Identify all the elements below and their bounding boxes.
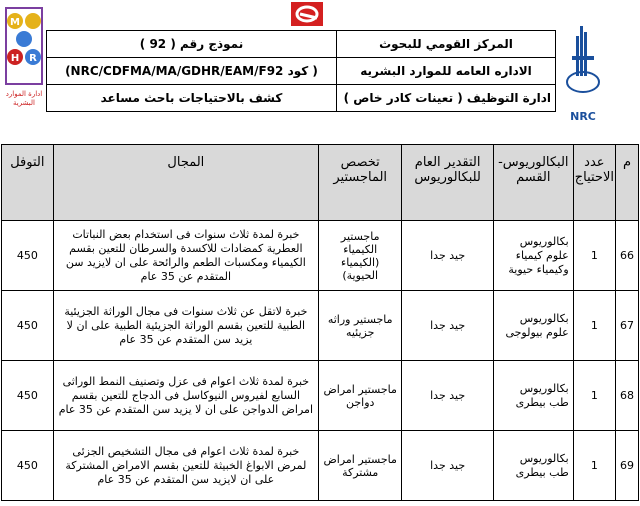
top-emblem-icon xyxy=(291,2,323,26)
svg-text:R: R xyxy=(29,53,37,64)
row-number: 67 xyxy=(616,291,639,361)
institute-name: المركز القومي للبحوث xyxy=(337,31,556,58)
hr-logo-icon xyxy=(4,6,44,86)
row-field: خبرة لمدة ثلاث اعوام فى مجال التشخيص الجزئى لمرض الابواغ الخبيثة للتعين بقسم الامراض المشتركة على ان لايزيد سن المتقدم عن 35 عام xyxy=(53,431,318,501)
section-name: ادارة التوظيف ( تعينات كادر خاص ) xyxy=(337,85,556,112)
col-bachelor-section: البكالوريوس- القسم xyxy=(493,145,573,221)
row-count: 1 xyxy=(573,221,615,291)
needs-table xyxy=(1,144,639,501)
row-master-specialty: ماجستير امراض دواجن xyxy=(319,361,402,431)
row-count: 1 xyxy=(573,361,615,431)
row-bachelor-section: بكالوريوس علوم بيولوجى xyxy=(493,291,573,361)
row-number: 66 xyxy=(616,221,639,291)
row-field: خبرة لاتقل عن ثلاث سنوات فى مجال الوراثة الجزيئية الطبية للتعين بقسم الوراثة الجزيئية الطبية على ان لا يزيد سن المتقدم عن 35 عام xyxy=(53,291,318,361)
row-number: 69 xyxy=(616,431,639,501)
row-count: 1 xyxy=(573,431,615,501)
row-salary: 450 xyxy=(2,361,54,431)
row-master-specialty: ماجستير وراثه جزيئيه xyxy=(319,291,402,361)
row-bachelor-section: بكالوريوس علوم كيمياء وكيمياء حيوية xyxy=(493,221,573,291)
hr-logo xyxy=(4,6,44,106)
col-number: م xyxy=(616,145,639,221)
row-bachelor-grade: جيد جدا xyxy=(402,221,494,291)
table-row xyxy=(2,431,639,501)
row-number: 68 xyxy=(616,361,639,431)
table-row xyxy=(2,361,639,431)
nrc-logo-icon xyxy=(566,26,600,106)
row-bachelor-grade: جيد جدا xyxy=(402,431,494,501)
row-master-specialty: ماجستير الكيمياء (الكيمياء الحيوية) xyxy=(319,221,402,291)
row-salary: 450 xyxy=(2,431,54,501)
hr-logo-text: ادارة الموارد البشرية xyxy=(5,90,43,107)
sheet-title: كشف بالاحتياجات باحث مساعد xyxy=(47,85,337,112)
table-row xyxy=(2,291,639,361)
row-salary: 450 xyxy=(2,291,54,361)
col-field: المجال xyxy=(53,145,318,221)
col-salary: التوفل xyxy=(2,145,54,221)
row-bachelor-section: بكالوريوس طب بيطرى xyxy=(493,361,573,431)
row-master-specialty: ماجستير امراض مشتركة xyxy=(319,431,402,501)
form-code: (NRC/CDFMA/MA/GDHR/EAM/F92 كود ) xyxy=(47,58,337,85)
nrc-logo xyxy=(566,26,600,122)
row-count: 1 xyxy=(573,291,615,361)
row-field: خبرة لمدة ثلاث اعوام فى عزل وتصنيف النمط الوراثى السابع لفيروس النيوكاسل فى الدجاج للتعين بقسم امراض الدواجن على ان لا يزيد سن المتقدم عن 35 عام xyxy=(53,361,318,431)
col-master-specialty: تخصص الماجستير xyxy=(319,145,402,221)
table-header-row xyxy=(2,145,639,221)
col-count: عدد الاحتياج xyxy=(573,145,615,221)
form-number: نموذج رقم ( 92 ) xyxy=(47,31,337,58)
svg-text:M: M xyxy=(10,17,20,28)
row-bachelor-section: بكالوريوس طب بيطرى xyxy=(493,431,573,501)
row-bachelor-grade: جيد جدا xyxy=(402,291,494,361)
department-name: الاداره العامه للموارد البشريه xyxy=(337,58,556,85)
table-row xyxy=(2,221,639,291)
svg-text:H: H xyxy=(10,53,20,64)
row-field: خبرة لمدة ثلاث سنوات فى استخدام بعض النباتات العطرية كمضادات للاكسدة والسرطان للتعين بقسم الكيمياء ومكسبات الطعم والرائحة على ان لايزيد سن المتقدم عن 35 عام xyxy=(53,221,318,291)
row-salary: 450 xyxy=(2,221,54,291)
nrc-logo-text: NRC xyxy=(570,110,596,123)
header-table xyxy=(46,30,556,112)
row-bachelor-grade: جيد جدا xyxy=(402,361,494,431)
col-bachelor-grade: التقدير العام للبكالوريوس xyxy=(402,145,494,221)
